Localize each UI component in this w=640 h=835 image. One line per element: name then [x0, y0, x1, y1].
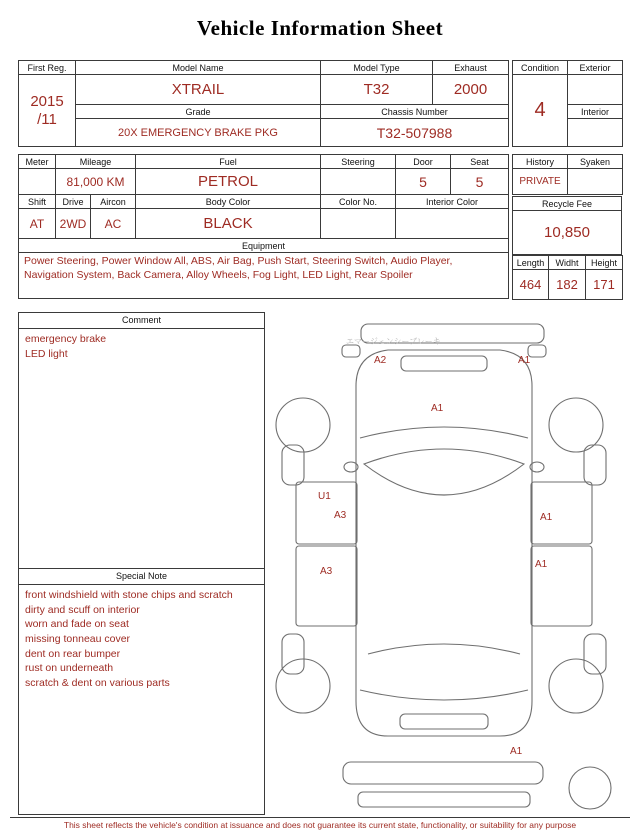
special-note-line: worn and fade on seat	[25, 618, 129, 631]
shift-value: AT	[19, 209, 56, 239]
first-reg-month: /11	[37, 110, 57, 128]
height-value: 171	[586, 270, 623, 300]
steering-label: Steering	[321, 155, 396, 169]
color-no-label: Color No.	[321, 195, 396, 209]
exhaust-label: Exhaust	[433, 61, 509, 75]
special-note-line: front windshield with stone chips and scratch	[25, 589, 233, 601]
spec-table	[18, 154, 509, 299]
wheel-rear-right	[549, 659, 603, 713]
registration-table	[18, 60, 509, 147]
length-value: 464	[513, 270, 549, 300]
condition-table	[512, 60, 623, 147]
chassis-number-label: Chassis Number	[321, 105, 509, 119]
recycle-fee-table	[512, 196, 622, 255]
damage-label-a1-rear-bumper: A1	[510, 746, 523, 757]
door-rear-right	[531, 546, 592, 626]
car-diagram-svg	[268, 316, 620, 812]
wheel-rear-left	[276, 659, 330, 713]
aircon-value: AC	[91, 209, 136, 239]
model-name-label: Model Name	[76, 61, 321, 75]
steering-value	[321, 169, 396, 195]
damage-label-a3-door-rear-left: A3	[320, 566, 333, 577]
damage-label-a2-front: A2	[374, 355, 387, 366]
footer-disclaimer: This sheet reflects the vehicle's condition at issuance and does not guarantee its current state, functionality, or suitability for any purpose	[63, 820, 577, 830]
body-color-label: Body Color	[136, 195, 321, 209]
door-label: Door	[396, 155, 451, 169]
meter-value	[19, 169, 56, 195]
damage-label-a1-hood: A1	[431, 403, 444, 414]
special-note-header: Special Note	[19, 568, 264, 585]
chassis-number-value: T32-507988	[321, 119, 509, 147]
special-note-line: dent on rear bumper	[25, 647, 121, 660]
condition-label: Condition	[513, 61, 568, 75]
history-label: History	[513, 155, 568, 169]
exterior-value	[568, 75, 623, 105]
damage-label-a1-door-front-right: A1	[540, 512, 553, 523]
rear-window-bottom-line	[360, 690, 528, 700]
wheel-front-left	[276, 398, 330, 452]
comment-text	[19, 329, 264, 568]
rear-bumper-shape	[343, 762, 543, 784]
seat-label: Seat	[451, 155, 509, 169]
first-reg-value	[19, 75, 76, 147]
mileage-value: 81,000 KM	[56, 169, 136, 195]
grade-label: Grade	[76, 105, 321, 119]
fender-front-right	[584, 445, 606, 485]
special-note-text	[19, 585, 264, 695]
special-note-line: missing tonneau cover	[25, 632, 131, 645]
comment-line: emergency brake	[25, 333, 107, 345]
interior-value	[568, 119, 623, 147]
interior-label: Interior	[568, 105, 623, 119]
color-no-value	[321, 209, 396, 239]
comment-header: Comment	[19, 313, 264, 329]
rear-trim-shape	[358, 792, 530, 807]
fender-rear-right	[584, 634, 606, 674]
page-title: Vehicle Information Sheet	[196, 16, 444, 40]
windshield-shape	[364, 449, 524, 495]
interior-color-value	[396, 209, 509, 239]
grade-value: 20X EMERGENCY BRAKE PKG	[76, 119, 321, 147]
width-value: 182	[549, 270, 586, 300]
hood-cowl-line	[360, 427, 528, 438]
model-name-value: XTRAIL	[76, 75, 321, 105]
aircon-label: Aircon	[91, 195, 136, 209]
fuel-value: PETROL	[136, 169, 321, 195]
recycle-fee-label: Recycle Fee	[513, 197, 622, 211]
exhaust-value: 2000	[433, 75, 509, 105]
body-color-value: BLACK	[136, 209, 321, 239]
height-label: Height	[586, 256, 623, 270]
notes-panel	[18, 312, 265, 815]
mileage-label: Mileage	[56, 155, 136, 169]
exterior-label: Exterior	[568, 61, 623, 75]
front-bumper-corner-right	[528, 345, 546, 357]
special-note-line: scratch & dent on various parts	[25, 676, 170, 689]
damage-label-u1-door-front-left: U1	[318, 491, 331, 502]
equipment-value: Power Steering, Power Window All, ABS, Air Bag, Push Start, Steering Switch, Audio Player, Navigation System, Back Camera, Alloy Wheels, Fog Light, LED Light, Rear Spoiler	[19, 253, 509, 299]
syaken-value	[568, 169, 623, 195]
first-reg-year: 2015	[30, 93, 64, 111]
syaken-label: Syaken	[568, 155, 623, 169]
wheel-front-right	[549, 398, 603, 452]
fuel-label: Fuel	[136, 155, 321, 169]
special-note-line: rust on underneath	[25, 662, 114, 675]
drive-label: Drive	[56, 195, 91, 209]
damage-label-a1-front-right: A1	[518, 355, 531, 366]
comment-line: LED light	[25, 347, 68, 360]
door-value: 5	[396, 169, 451, 195]
seat-value: 5	[451, 169, 509, 195]
model-type-value: T32	[321, 75, 433, 105]
license-plate-shape	[400, 714, 488, 729]
door-rear-left	[296, 546, 357, 626]
interior-color-label: Interior Color	[396, 195, 509, 209]
footer-divider	[10, 817, 630, 818]
car-body-shape	[356, 350, 532, 736]
length-label: Length	[513, 256, 549, 270]
recycle-fee-value: 10,850	[513, 211, 622, 255]
fender-front-left	[282, 445, 304, 485]
width-label: Widht	[549, 256, 586, 270]
special-note-line: dirty and scuff on interior	[25, 603, 140, 616]
spare-tire-shape	[569, 767, 611, 809]
diagram-gray-note: エマージェンシーブレーキ	[346, 337, 441, 346]
damage-label-a1-door-rear-right: A1	[535, 559, 548, 570]
first-reg-label: First Reg.	[19, 61, 76, 75]
rear-window-top-line	[368, 644, 520, 654]
model-type-label: Model Type	[321, 61, 433, 75]
fender-rear-left	[282, 634, 304, 674]
equipment-label: Equipment	[19, 239, 509, 253]
car-damage-diagram	[268, 316, 622, 812]
history-value: PRIVATE	[513, 169, 568, 195]
shift-label: Shift	[19, 195, 56, 209]
meter-label: Meter	[19, 155, 56, 169]
damage-label-a3-door-front-left: A3	[334, 510, 347, 521]
history-table	[512, 154, 623, 195]
drive-value: 2WD	[56, 209, 91, 239]
condition-value: 4	[513, 75, 568, 147]
dimensions-table	[512, 255, 623, 300]
hood-grille-shape	[401, 356, 487, 371]
